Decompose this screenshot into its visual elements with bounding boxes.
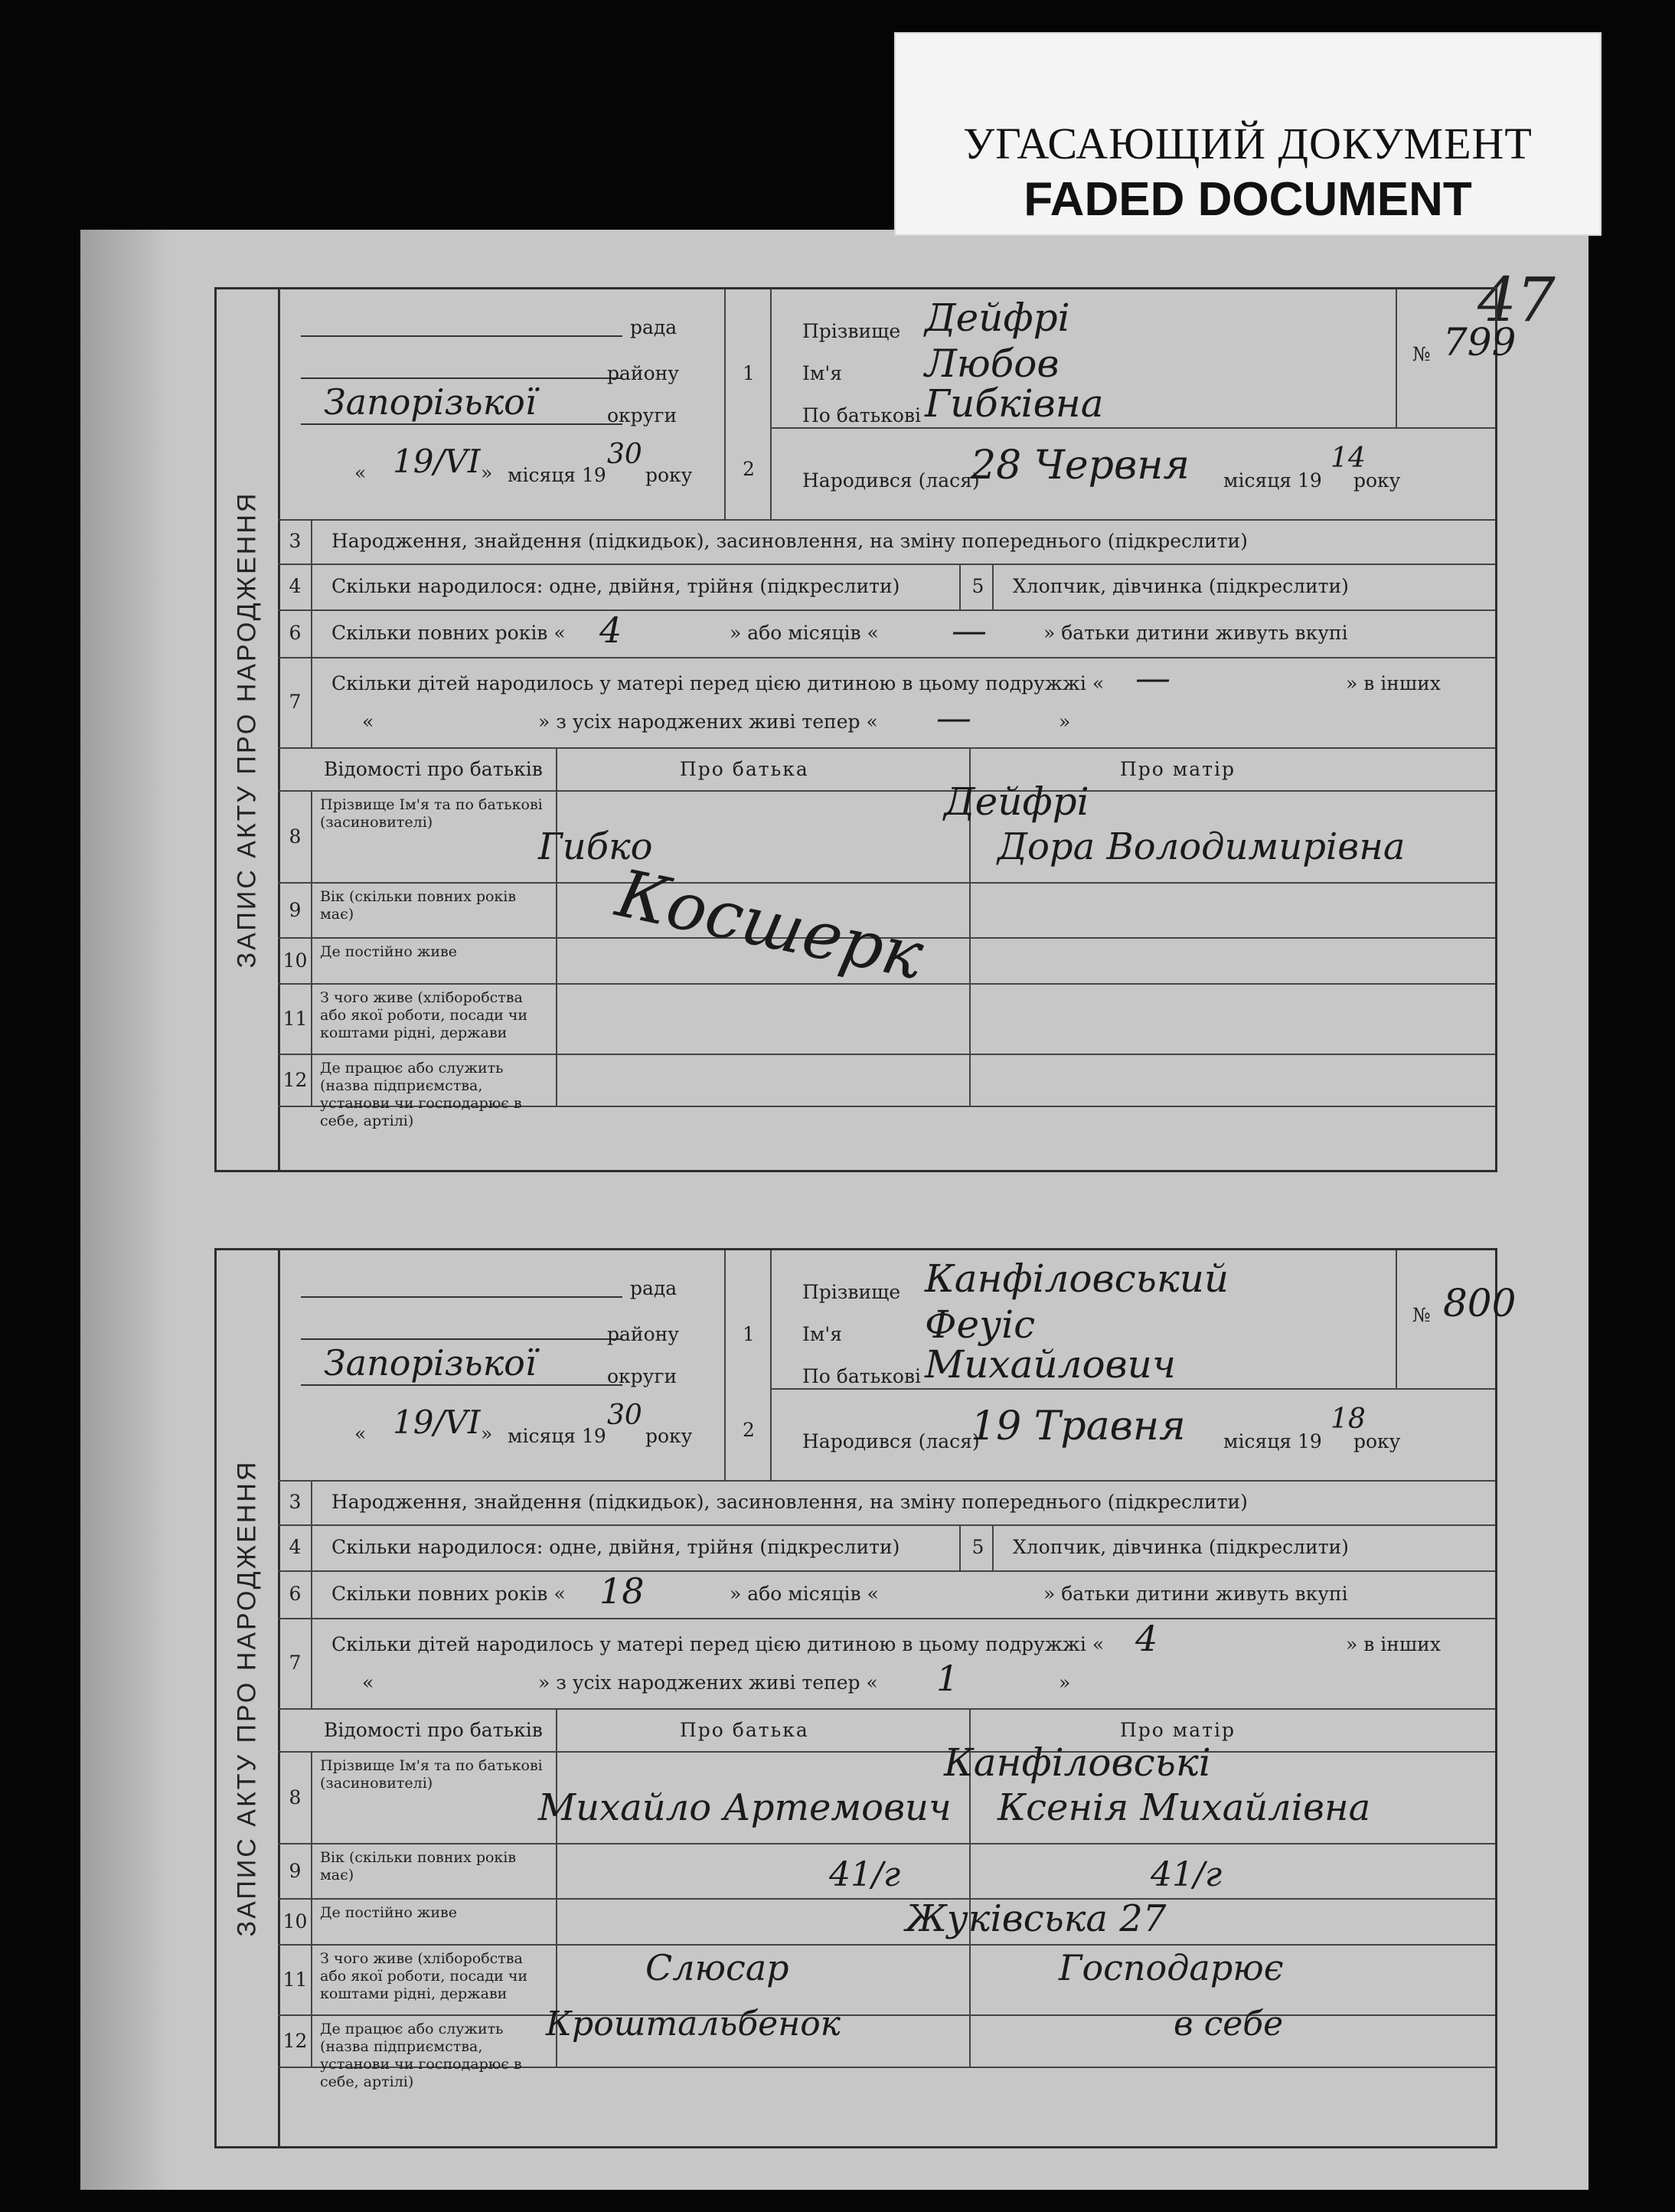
rada-label: рада	[630, 1277, 678, 1299]
parents-name-row-label: Прізвище Ім'я та по батькові (засиновителі)	[320, 1757, 543, 1792]
folio-mark: 47	[1477, 264, 1556, 335]
children-other-quote: «	[362, 711, 374, 733]
children-alive-value: —	[936, 697, 971, 738]
row-number-2: 2	[743, 1419, 755, 1441]
parents-header-row	[278, 747, 1495, 792]
surname-label: Прізвище	[802, 1281, 901, 1303]
mother-age-value: 41/г	[1151, 1855, 1223, 1894]
sex-text: Хлопчик, дівчинка (підкреслити)	[1013, 1536, 1349, 1558]
row-number-6: 6	[289, 622, 302, 644]
parents-header-row	[278, 1708, 1495, 1753]
occupation-row-label: З чого живе (хліборобства або якої роботи, посади чи коштами рідні, держави	[320, 1950, 528, 2002]
parents-surname-value: Канфіловські	[944, 1740, 1211, 1785]
birth-type-text: Народження, знайдення (підкидьок), засиновлення, на зміну попереднього (підкреслити)	[331, 530, 1248, 552]
roku-label: року	[645, 1425, 693, 1447]
mother-name-value: Дора Володимирівна	[997, 825, 1406, 868]
row-number-8: 8	[289, 1786, 302, 1808]
multiplicity-text: Скільки народилося: одне, двійня, трійня (підкреслити)	[331, 575, 900, 597]
name-label: Ім'я	[802, 1323, 842, 1345]
children-before-value: —	[1135, 657, 1171, 698]
parents-surname-value: Дейфрі	[944, 779, 1089, 824]
stamp-note-value: Косшерк	[610, 854, 930, 995]
years-together-label: Скільки повних років «	[331, 1583, 566, 1605]
row-number-12: 12	[282, 2030, 308, 2052]
years-together-label: Скільки повних років «	[331, 622, 566, 644]
child-name-value: Феуіс	[925, 1302, 1036, 1347]
workplace-row-label: Де працює або служить (назва підприємства, установи чи господарює в себе, артілі)	[320, 2021, 522, 2090]
patronymic-label: По батькові	[802, 404, 921, 426]
months-together-label: » або місяців «	[730, 1583, 879, 1605]
side-title	[217, 1250, 280, 2146]
born-label: Народився (лася)	[802, 469, 980, 492]
parents-header-label: Відомості про батьків	[324, 1719, 543, 1741]
side-title	[217, 289, 280, 1170]
birth-record-form-800	[214, 1248, 1517, 2148]
row-7-children-count	[278, 1618, 1495, 1710]
birth-year-value: 14	[1331, 443, 1366, 474]
occupation-row	[278, 1944, 1495, 2016]
mother-occupation-value: Господарює	[1059, 1947, 1284, 1988]
surname-label: Прізвище	[802, 320, 901, 342]
birth-date-value: 19 Травня	[971, 1403, 1186, 1449]
row-number-11: 11	[282, 1008, 308, 1030]
roku-label: року	[645, 464, 693, 486]
okruhy-label: округи	[607, 1365, 678, 1387]
occupation-row	[278, 983, 1495, 1055]
row-number-8: 8	[289, 825, 302, 848]
age-row-label: Вік (скільки повних років має)	[320, 888, 517, 923]
father-name-value: Гибко	[538, 825, 653, 868]
months-together-label: » або місяців «	[730, 622, 879, 644]
born-label: Народився (лася)	[802, 1430, 980, 1452]
workplace-row-label: Де працює або служить (назва підприємства, установи чи господарює в себе, артілі)	[320, 1060, 522, 1129]
years-together-value: 18	[599, 1570, 645, 1612]
raionu-label: району	[607, 1323, 679, 1345]
faded-document-label	[894, 32, 1602, 236]
row-number-1: 1	[743, 1323, 755, 1345]
label-russian: УГАСАЮЩИЙ ДОКУМЕНТ	[963, 119, 1533, 168]
record-number-cell	[1396, 1250, 1517, 1390]
row-number-5: 5	[971, 575, 984, 597]
father-age-value: 41/г	[829, 1855, 901, 1894]
row-4-5-multiplicity-sex	[278, 1524, 1495, 1572]
patronymic-label: По батькові	[802, 1365, 921, 1387]
children-alive-label: » з усіх народжених живі тепер «	[538, 1671, 878, 1694]
children-alive-close: »	[1059, 711, 1071, 733]
father-name-value: Михайло Артемович	[538, 1786, 952, 1829]
parents-header-label: Відомості про батьків	[324, 758, 543, 780]
header-block	[278, 289, 1517, 521]
side-title-text: ЗАПИС АКТУ ПРО НАРОДЖЕННЯ	[232, 1459, 262, 1937]
residence-row	[278, 1898, 1495, 1946]
registry-office-cell	[278, 1250, 726, 1480]
months-together-value: —	[952, 609, 987, 651]
paper-left-edge	[80, 230, 172, 2190]
row-number-5: 5	[971, 1536, 984, 1558]
row-number-10: 10	[282, 1910, 308, 1933]
label-english: FADED DOCUMENT	[1024, 173, 1472, 226]
children-before-label: Скільки дітей народилось у матері перед цією дитиною в цьому подружжі «	[331, 672, 1105, 694]
row-number-9: 9	[289, 1860, 302, 1882]
child-surname-value: Дейфрі	[925, 296, 1070, 340]
row-number-7: 7	[289, 691, 302, 713]
child-patronymic-value: Михайлович	[925, 1342, 1176, 1387]
okruha-value: Запорізької	[324, 381, 537, 423]
raionu-label: району	[607, 362, 679, 384]
quote-close: »	[481, 1423, 493, 1445]
workplace-row	[278, 2014, 1495, 2090]
children-alive-label: » з усіх народжених живі тепер «	[538, 711, 878, 733]
rada-label: рада	[630, 316, 678, 338]
father-header-label: Про батька	[680, 1719, 809, 1741]
birth-date-value: 28 Червня	[971, 443, 1190, 488]
birth-month-label: місяця 19	[1223, 469, 1322, 492]
row-number-2: 2	[743, 458, 755, 480]
mother-header-label: Про матір	[1120, 1719, 1236, 1741]
row-number-9: 9	[289, 899, 302, 921]
sex-text: Хлопчик, дівчинка (підкреслити)	[1013, 575, 1349, 597]
quote-close: »	[481, 462, 493, 484]
parents-name-row-label: Прізвище Ім'я та по батькові (засиновителі)	[320, 796, 543, 831]
quote-open: «	[354, 1423, 367, 1445]
row-number-12: 12	[282, 1069, 308, 1091]
parents-together-label: » батьки дитини живуть вкупі	[1043, 1583, 1348, 1605]
residence-row-label: Де постійно живе	[320, 943, 457, 960]
record-number-value: 800	[1443, 1281, 1517, 1325]
child-patronymic-value: Гибківна	[925, 381, 1104, 426]
father-occupation-value: Слюсар	[645, 1947, 789, 1988]
father-workplace-value: Кроштальбенок	[546, 2005, 841, 2044]
birth-record-form-799	[214, 287, 1517, 1172]
month-year-label: місяця 19	[508, 1425, 606, 1447]
child-surname-value: Канфіловський	[925, 1256, 1229, 1301]
mother-workplace-value: в себе	[1174, 2005, 1284, 2044]
children-alive-value: 1	[936, 1658, 959, 1699]
header-block	[278, 1250, 1517, 1482]
workplace-row-father	[557, 1054, 971, 1106]
row-6-years-together	[278, 1570, 1495, 1619]
father-header-label: Про батька	[680, 758, 809, 780]
multiplicity-text: Скільки народилося: одне, двійня, трійня (підкреслити)	[331, 1536, 900, 1558]
children-before-value: 4	[1135, 1618, 1158, 1659]
age-row-father	[557, 1843, 971, 1898]
children-before-label: Скільки дітей народилось у матері перед цією дитиною в цьому подружжі «	[331, 1633, 1105, 1655]
occupation-row-label: З чого живе (хліборобства або якої роботи, посади чи коштами рідні, держави	[320, 989, 528, 1041]
row-number-4: 4	[289, 575, 302, 597]
children-other-label: » в інших	[1346, 672, 1441, 694]
child-name-cell	[772, 1250, 1401, 1480]
birth-roku-label: року	[1353, 1430, 1401, 1452]
row-3-birth-type	[278, 519, 1495, 565]
birth-type-text: Народження, знайдення (підкидьок), засиновлення, на зміну попереднього (підкреслити)	[331, 1491, 1248, 1513]
row-number-3: 3	[289, 530, 302, 552]
index-column	[726, 1250, 772, 1480]
row-7-children-count	[278, 657, 1495, 749]
residence-value: Жуківська 27	[906, 1897, 1167, 1940]
row-number-4: 4	[289, 1536, 302, 1558]
registration-day-value: 19/VI	[393, 1403, 481, 1441]
mother-name-value: Ксенія Михайлівна	[997, 1786, 1371, 1829]
row-6-years-together	[278, 609, 1495, 658]
parents-together-label: » батьки дитини живуть вкупі	[1043, 622, 1348, 644]
birth-roku-label: року	[1353, 469, 1401, 492]
registry-office-cell	[278, 289, 726, 519]
okruhy-label: округи	[607, 404, 678, 426]
children-other-label: » в інших	[1346, 1633, 1441, 1655]
number-sign: №	[1412, 1304, 1431, 1326]
registration-year-value: 30	[607, 1400, 642, 1431]
birth-month-label: місяця 19	[1223, 1430, 1322, 1452]
side-title-text: ЗАПИС АКТУ ПРО НАРОДЖЕННЯ	[232, 491, 262, 969]
row-4-5-multiplicity-sex	[278, 564, 1495, 611]
age-row-label: Вік (скільки повних років має)	[320, 1849, 517, 1884]
mother-header-label: Про матір	[1120, 758, 1236, 780]
registration-day-value: 19/VI	[393, 443, 481, 480]
children-alive-close: »	[1059, 1671, 1071, 1694]
workplace-row	[278, 1054, 1495, 1129]
birth-year-value: 18	[1331, 1403, 1366, 1435]
registration-year-value: 30	[607, 439, 642, 470]
quote-open: «	[354, 462, 367, 484]
row-number-11: 11	[282, 1969, 308, 1991]
row-number-6: 6	[289, 1583, 302, 1605]
residence-row-label: Де постійно живе	[320, 1904, 457, 1921]
row-3-birth-type	[278, 1480, 1495, 1526]
child-name-cell	[772, 289, 1401, 519]
month-year-label: місяця 19	[508, 464, 606, 486]
record-number-cell	[1396, 289, 1517, 429]
index-column	[726, 289, 772, 519]
number-sign: №	[1412, 343, 1431, 365]
children-other-quote: «	[362, 1671, 374, 1694]
years-together-value: 4	[599, 609, 622, 651]
name-label: Ім'я	[802, 362, 842, 384]
row-number-10: 10	[282, 949, 308, 972]
row-number-3: 3	[289, 1491, 302, 1513]
child-name-value: Любов	[925, 341, 1060, 386]
okruha-value: Запорізької	[324, 1342, 537, 1384]
row-number-1: 1	[743, 362, 755, 384]
row-number-7: 7	[289, 1652, 302, 1674]
record-number-value: 799	[1443, 320, 1517, 364]
